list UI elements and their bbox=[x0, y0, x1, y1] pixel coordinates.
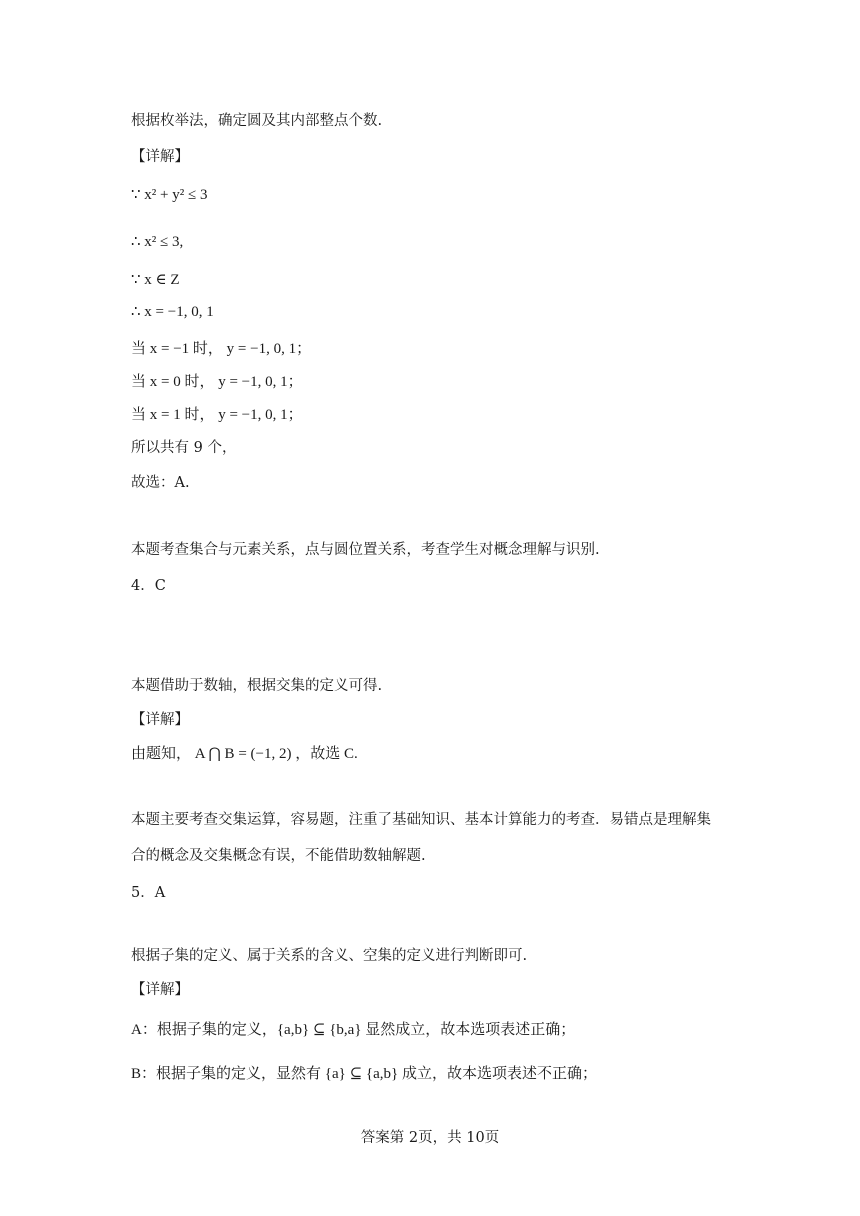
answer-number: 5．A bbox=[131, 885, 166, 901]
text-line: 本题主要考查交集运算，容易题，注重了基础知识、基本计算能力的考查．易错点是理解集 bbox=[131, 812, 711, 828]
page-footer: 答案第 2页，共 10页 bbox=[360, 1130, 500, 1146]
math-line: 当 x = 1 时， y = −1, 0, 1； bbox=[131, 407, 303, 423]
text-line: 所以共有 9 个， bbox=[131, 440, 237, 456]
math-line: ∴ x = −1, 0, 1 bbox=[131, 304, 214, 320]
math-line: 当 x = 0 时， y = −1, 0, 1； bbox=[131, 374, 303, 390]
section-heading: 【详解】 bbox=[131, 712, 189, 728]
math-line: ∵ x² + y² ≤ 3 bbox=[131, 187, 208, 203]
text-line: 故选：A. bbox=[131, 475, 190, 491]
math-line: ∵ x ∈ Z bbox=[131, 272, 180, 288]
section-heading: 【详解】 bbox=[131, 149, 189, 165]
text-line: 根据枚举法，确定圆及其内部整点个数. bbox=[131, 113, 383, 129]
text-line: 合的概念及交集概念有误，不能借助数轴解题. bbox=[131, 848, 426, 864]
math-line: B：根据子集的定义，显然有 {a} ⊆ {a,b} 成立，故本选项表述不正确； bbox=[131, 1066, 597, 1082]
answer-number: 4．C bbox=[131, 578, 166, 594]
text-line: 根据子集的定义、属于关系的含义、空集的定义进行判断即可. bbox=[131, 948, 528, 964]
math-line: 当 x = −1 时， y = −1, 0, 1； bbox=[131, 341, 312, 357]
math-line: A：根据子集的定义，{a,b} ⊆ {b,a} 显然成立，故本选项表述正确； bbox=[131, 1022, 576, 1038]
math-line: ∴ x² ≤ 3, bbox=[131, 234, 184, 250]
section-heading: 【详解】 bbox=[131, 982, 189, 998]
text-line: 本题借助于数轴，根据交集的定义可得. bbox=[131, 678, 383, 694]
text-line: 本题考查集合与元素关系，点与圆位置关系，考查学生对概念理解与识别. bbox=[131, 542, 600, 558]
math-line: 由题知， A ⋂ B = (−1, 2) ，故选 C. bbox=[131, 746, 358, 762]
